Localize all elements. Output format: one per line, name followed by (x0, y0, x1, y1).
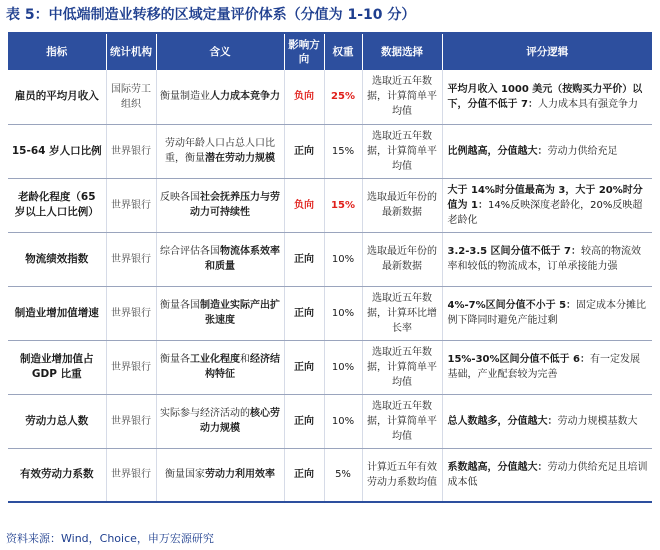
data-selection-cell: 选取近五年数据，计算简单平均值 (362, 394, 442, 448)
data-selection-cell: 选取近五年数据，计算简单平均值 (362, 124, 442, 178)
data-selection-cell: 选取近五年数据，计算简单平均值 (362, 70, 442, 124)
header-weight: 权重 (324, 33, 362, 70)
evaluation-table-container (8, 32, 652, 503)
meaning-highlight: 制造业实际产出扩张速度 (200, 300, 280, 326)
meaning-highlight: 社会抚养压力与劳动力可持续性 (190, 192, 280, 218)
table-row (8, 394, 652, 448)
logic-text: 固定成本分摊比例下降同时避免产能过剩 (447, 300, 647, 326)
scoring-logic-cell (442, 70, 652, 124)
meaning-cell (156, 124, 284, 178)
table-header-row (8, 33, 652, 70)
data-selection-cell: 选取近五年数据，计算环比增长率 (362, 286, 442, 340)
table-row (8, 340, 652, 394)
meaning-text: 衡量制造业 (160, 91, 210, 103)
logic-highlight: 3.2-3.5 区间分值不低于 7： (447, 246, 582, 257)
header-scoring-logic: 评分逻辑 (442, 33, 652, 70)
metric-cell: 有效劳动力系数 (20, 468, 94, 481)
weight-cell: 5% (324, 448, 362, 502)
direction-cell: 负向 (284, 70, 324, 124)
logic-text: 劳动力规模基数大 (557, 415, 638, 427)
org-cell: 世界银行 (106, 448, 156, 502)
org-cell: 世界银行 (106, 286, 156, 340)
logic-highlight: 15%-30%区间分值不低于 6： (447, 354, 590, 365)
source-note: 资料来源：Wind，Choice，申万宏源研究 (6, 532, 214, 545)
table-row (8, 286, 652, 340)
meaning-cell (156, 394, 284, 448)
header-org: 统计机构 (106, 33, 156, 70)
metric-cell: 制造业增加值占 GDP 比重 (8, 340, 106, 394)
logic-text: 劳动力供给充足 (547, 145, 618, 157)
logic-highlight: 比例越高，分值越大： (447, 145, 548, 157)
table-title: 表 5：中低端制造业转移的区域定量评价体系（分值为 1-10 分） (6, 7, 416, 23)
meaning-text: 衡量各 (160, 354, 190, 365)
meaning-cell (156, 340, 284, 394)
meaning-highlight: 工业化程度 (190, 354, 240, 365)
table-row (8, 124, 652, 178)
weight-cell: 25% (324, 70, 362, 124)
logic-text: 有一定发展基础，产业配套较为完善 (447, 354, 640, 380)
data-selection-cell: 选取最近年份的最新数据 (362, 178, 442, 232)
direction-cell: 负向 (284, 178, 324, 232)
weight-cell: 10% (324, 340, 362, 394)
meaning-text: 综合评估各国 (160, 246, 220, 257)
scoring-logic-cell (442, 448, 652, 502)
metric-cell: 15-64 岁人口比例 (8, 124, 106, 178)
meaning-cell (156, 286, 284, 340)
logic-highlight: 大于 14%时分值最高为 3，大于 20%时分值为 1： (447, 184, 643, 211)
scoring-logic-cell (442, 124, 652, 178)
org-cell: 世界银行 (106, 232, 156, 286)
meaning-highlight: 劳动力利用效率 (205, 469, 275, 481)
table-row (8, 232, 652, 286)
direction-cell: 正向 (284, 394, 324, 448)
direction-cell: 正向 (284, 448, 324, 502)
header-data-selection: 数据选择 (362, 33, 442, 70)
meaning-text: 和 (240, 354, 250, 365)
logic-highlight: 4%-7%区间分值不小于 5： (447, 300, 577, 311)
scoring-logic-cell (442, 286, 652, 340)
metric-cell: 雇员的平均月收入 (8, 70, 106, 124)
metric-cell: 物流绩效指数 (8, 232, 106, 286)
logic-text: 劳动力供给充足且培训成本低 (447, 461, 648, 488)
direction-cell: 正向 (284, 286, 324, 340)
logic-highlight: 总人数越多，分值越大： (447, 415, 558, 427)
weight-cell: 10% (324, 394, 362, 448)
org-cell: 世界银行 (106, 394, 156, 448)
meaning-text: 实际参与经济活动的 (160, 408, 250, 419)
weight-cell: 10% (324, 232, 362, 286)
data-selection-cell: 计算近五年有效劳动力系数均值 (362, 448, 442, 502)
scoring-logic-cell (442, 232, 652, 286)
metric-cell: 老龄化程度（65 岁以上人口比例） (8, 178, 106, 232)
org-cell: 世界银行 (106, 178, 156, 232)
meaning-highlight: 人力成本竞争力 (210, 91, 280, 103)
data-selection-cell: 选取最近年份的最新数据 (362, 232, 442, 286)
meaning-cell (156, 448, 284, 502)
org-cell: 世界银行 (106, 124, 156, 178)
meaning-text: 劳动年龄人口占总人口比重，衡量 (165, 138, 275, 164)
weight-cell: 15% (324, 124, 362, 178)
table-row (8, 70, 652, 124)
org-cell: 世界银行 (106, 340, 156, 394)
metric-cell: 制造业增加值增速 (8, 286, 106, 340)
meaning-highlight: 物流体系效率和质量 (205, 246, 280, 272)
meaning-text: 衡量各国 (160, 300, 200, 311)
table-row (8, 178, 652, 232)
direction-cell: 正向 (284, 232, 324, 286)
evaluation-table (8, 32, 652, 503)
scoring-logic-cell (442, 394, 652, 448)
meaning-text: 反映各国 (160, 192, 200, 203)
weight-cell: 10% (324, 286, 362, 340)
scoring-logic-cell (442, 340, 652, 394)
metric-cell: 劳动力总人数 (8, 394, 106, 448)
meaning-highlight: 经济结构特征 (205, 354, 280, 380)
logic-text: 人力成本具有强竞争力 (537, 98, 638, 110)
weight-cell: 15% (324, 178, 362, 232)
meaning-highlight: 核心劳动力规模 (200, 408, 280, 434)
logic-highlight: 平均月收入 1000 美元（按购买力平价）以下，分值不低于 7： (447, 83, 643, 110)
header-meaning: 含义 (156, 33, 284, 70)
logic-highlight: 系数越高，分值越大： (447, 461, 548, 473)
meaning-highlight: 潜在劳动力规模 (205, 153, 275, 164)
direction-cell: 正向 (284, 124, 324, 178)
header-direction: 影响方向 (284, 33, 324, 70)
meaning-text: 衡量国家 (165, 469, 205, 481)
meaning-cell (156, 232, 284, 286)
header-metric: 指标 (8, 33, 106, 70)
org-cell: 国际劳工组织 (106, 70, 156, 124)
meaning-cell (156, 70, 284, 124)
meaning-cell (156, 178, 284, 232)
table-row (8, 448, 652, 502)
direction-cell: 正向 (284, 340, 324, 394)
logic-text: 14%反映深度老龄化，20%反映超老龄化 (447, 199, 643, 226)
logic-text: 较高的物流效率和较低的物流成本，订单承接能力强 (447, 246, 642, 272)
data-selection-cell: 选取近五年数据，计算简单平均值 (362, 340, 442, 394)
scoring-logic-cell (442, 178, 652, 232)
